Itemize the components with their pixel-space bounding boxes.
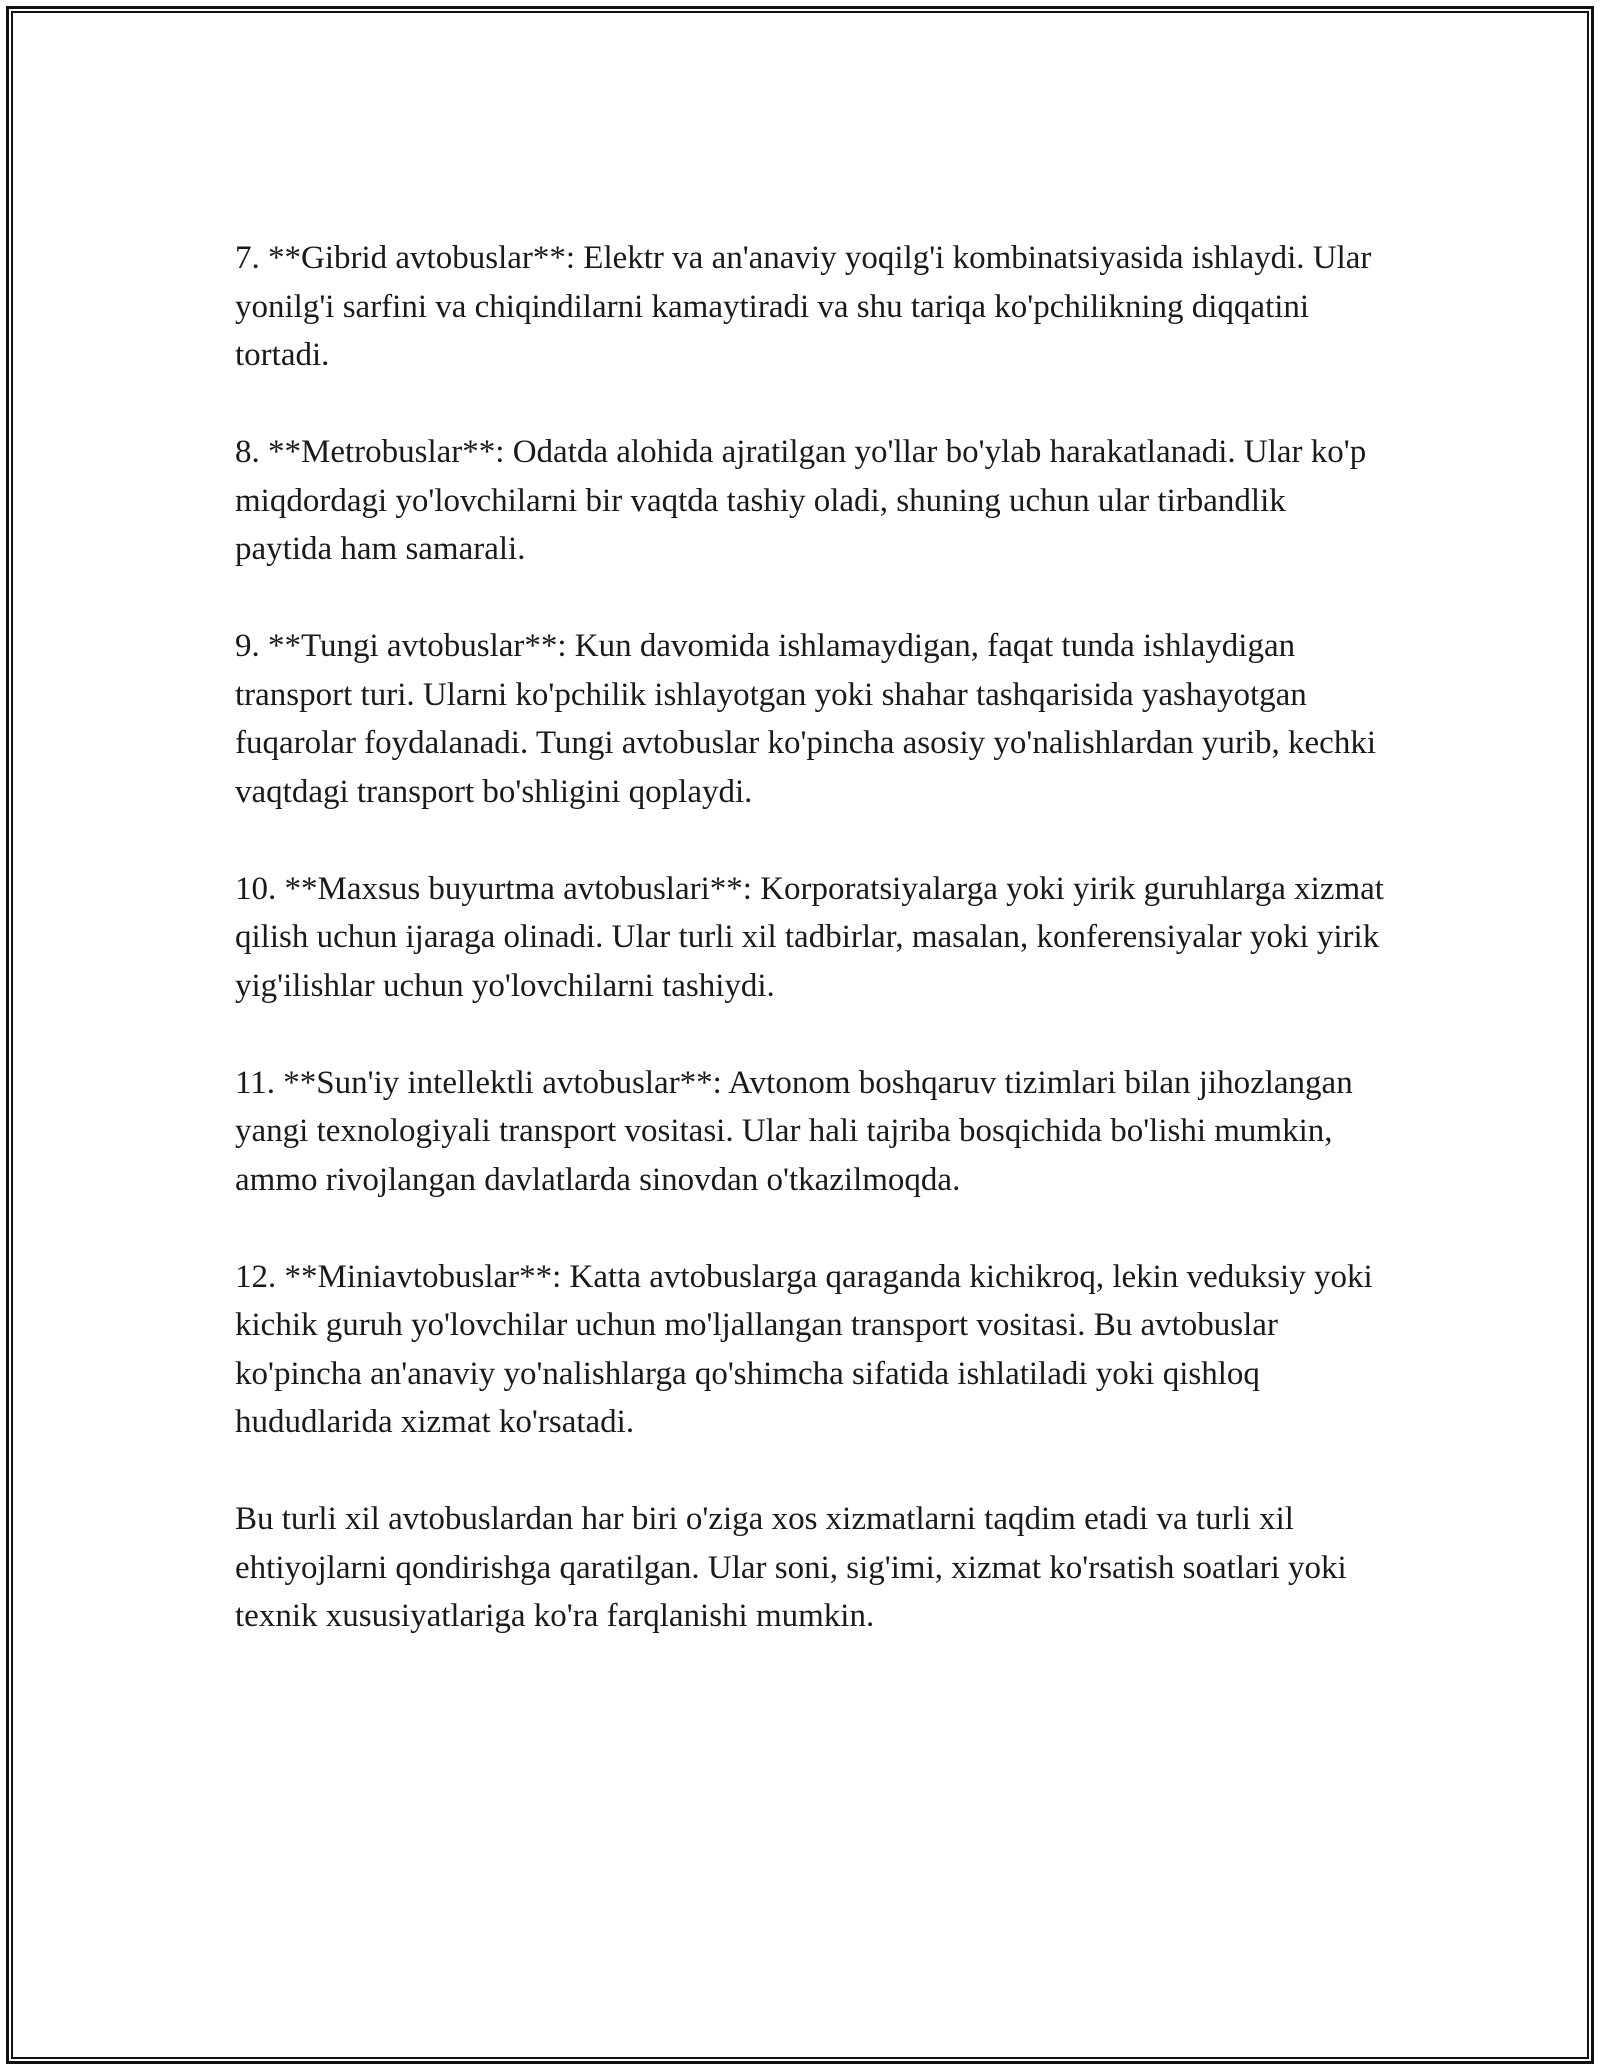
paragraph-gibrid-avtobuslar: 7. **Gibrid avtobuslar**: Elektr va an'anaviy yoqilg'i kombinatsiyasida ishlaydi. Ular yonilg'i sarfini va chiqindilarni kamaytiradi va shu tariqa ko'pchilikning diqqatini tortadi. (235, 240, 1372, 373)
paragraph-maxsus-buyurtma-avtobuslari: 10. **Maxsus buyurtma avtobuslari**: Korporatsiyalarga yoki yirik guruhlarga xizmat qilish uchun ijaraga olinadi. Ular turli xil tadbirlar, masalan, konferensiyalar yoki yirik yig'ilishlar uchun yo'lovchilarni tashiydi. (235, 870, 1384, 1004)
paragraph-suniy-intellektli-avtobuslar: 11. **Sun'iy intellektli avtobuslar**: Avtonom boshqaruv tizimlari bilan jihozlangan yangi texnologiyali transport vositasi. Ular hali tajriba bosqichida bo'lishi mumkin, ammo rivojlangan davlatlarda sinovdan o'tkazilmoqda. (235, 1064, 1353, 1198)
paragraph-tungi-avtobuslar: 9. **Tungi avtobuslar**: Kun davomida ishlamaydigan, faqat tunda ishlaydigan transport turi. Ularni ko'pchilik ishlayotgan yoki shahar tashqarisida yashayotgan fuqarolar foydalanadi. Tungi avtobuslar ko'pincha asosiy yo'nalishlardan yurib, kechki vaqtdagi transport bo'shligini qoplaydi. (235, 628, 1376, 810)
document-body (235, 234, 1385, 1689)
paragraph-miniavtobuslar: 12. **Miniavtobuslar**: Katta avtobuslarga qaraganda kichikroq, lekin veduksiy yoki kichik guruh yo'lovchilar uchun mo'ljallangan transport vositasi. Bu avtobuslar ko'pincha an'anaviy yo'nalishlarga qo'shimcha sifatida ishlatiladi yoki qishloq hududlarida xizmat ko'rsatadi. (235, 1258, 1373, 1440)
paragraph-conclusion: Bu turli xil avtobuslardan har biri o'ziga xos xizmatlarni taqdim etadi va turli xil ehtiyojlarni qondirishga qaratilgan. Ular soni, sig'imi, xizmat ko'rsatish soatlari yoki texnik xususiyatlariga ko'ra farqlanishi mumkin. (235, 1501, 1347, 1634)
paragraph-metrobuslar: 8. **Metrobuslar**: Odatda alohida ajratilgan yo'llar bo'ylab harakatlanadi. Ular ko'p miqdordagi yo'lovchilarni bir vaqtda tashiy oladi, shuning uchun ular tirbandlik paytida ham samarali. (235, 434, 1367, 567)
